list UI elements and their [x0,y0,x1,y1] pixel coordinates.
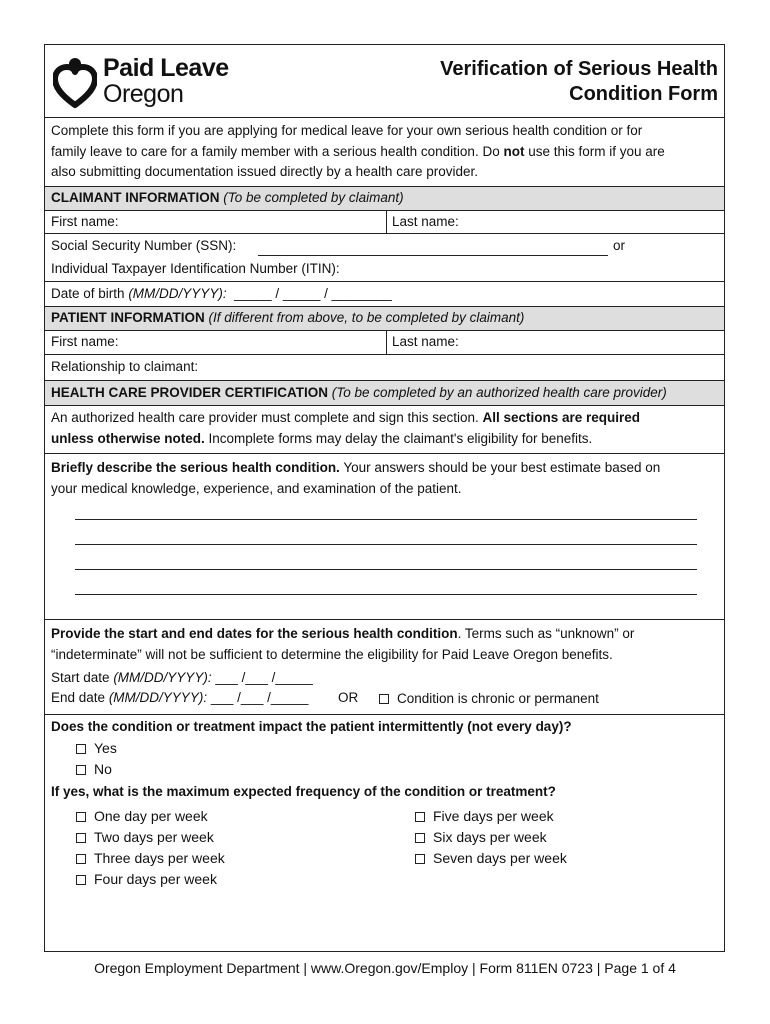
logo-line-2: Oregon [103,80,184,108]
patient-name-row [45,331,724,355]
frequency-checkbox[interactable] [76,875,86,885]
condition-description-prompt: Briefly describe the serious health condition. Your answers should be your best estimate based on your medical knowledge, experience, and examination of the patient. [51,460,661,496]
intermittent-question: Does the condition or treatment impact the patient intermittently (not every day)? [51,719,572,734]
frequency-checkbox[interactable] [76,812,86,822]
claimant-ssn-itin-row [45,234,724,282]
dates-prompt: Provide the start and end dates for the serious health condition. Terms such as “unknown” or “indeterminate” will not be sufficient to determine the eligibility for Paid Leave Oregon benefits. [51,626,635,662]
logo-line-1: Paid Leave [103,54,229,82]
paid-leave-oregon-logo [53,53,253,111]
intro-line-3: also submitting documentation issued directly by a health care provider. [51,164,478,179]
frequency-option[interactable]: Four days per week [76,869,217,889]
dob-input[interactable]: _____ / _____ / ________ [234,286,392,301]
form-header [45,45,724,118]
claimant-name-row [45,211,724,234]
title-line-1: Verification of Serious Health [440,58,718,80]
frequency-checkbox[interactable] [76,833,86,843]
claimant-last-name-label: Last name: [392,214,459,229]
patient-section-heading: PATIENT INFORMATION (If different from above, to be completed by claimant) [45,307,724,331]
ssn-or-text: or [613,238,626,253]
description-line-3[interactable] [75,569,697,570]
patient-last-name-label: Last name: [392,334,459,349]
condition-description-section [45,454,724,620]
chronic-checkbox[interactable] [379,694,389,704]
frequency-checkbox[interactable] [76,854,86,864]
claimant-first-name-label: First name: [51,214,119,229]
frequency-option[interactable]: Seven days per week [415,848,567,868]
intro-line-2: family leave to care for a family member with a serious health condition. Do not use this form if you are [51,143,665,159]
patient-relationship-row [45,355,724,381]
end-date-input[interactable]: ___ /___ /_____ [210,690,309,705]
frequency-option[interactable]: Two days per week [76,827,214,847]
condition-dates-section [45,620,724,715]
page-footer: Oregon Employment Department | www.Oregon.gov/Employ | Form 811EN 0723 | Page 1 of 4 [94,960,676,976]
frequency-checkbox[interactable] [415,854,425,864]
patient-first-name-label: First name: [51,334,119,349]
no-option[interactable]: No [76,759,112,779]
chronic-option[interactable]: Condition is chronic or permanent [379,689,599,709]
no-checkbox[interactable] [76,765,86,775]
description-line-1[interactable] [75,519,697,520]
frequency-checkbox[interactable] [415,812,425,822]
intro-text [51,121,665,183]
verification-form [44,44,725,952]
yes-option[interactable]: Yes [76,738,117,758]
ssn-input-line[interactable] [258,255,608,256]
start-date-field: Start date (MM/DD/YYYY): ___ /___ /_____ [51,670,313,685]
intermittent-section [45,715,724,952]
title-line-2: Condition Form [569,83,718,105]
claimant-dob-row [45,282,724,307]
description-line-2[interactable] [75,544,697,545]
frequency-question: If yes, what is the maximum expected frequency of the condition or treatment? [51,784,556,799]
provider-instructions [45,406,724,454]
frequency-checkbox[interactable] [415,833,425,843]
form-title [440,57,718,107]
dob-label: Date of birth (MM/DD/YYYY): _____ / _____ / ________ [51,286,392,301]
ssn-label: Social Security Number (SSN): [51,238,237,253]
dates-or-text: OR [338,690,359,705]
yes-checkbox[interactable] [76,744,86,754]
intro-section [45,117,724,187]
relationship-label: Relationship to claimant: [51,359,199,374]
itin-label: Individual Taxpayer Identification Number (ITIN): [51,261,340,276]
frequency-option[interactable]: Five days per week [415,806,554,826]
frequency-option[interactable]: Three days per week [76,848,225,868]
frequency-option[interactable]: Six days per week [415,827,547,847]
frequency-option[interactable]: One day per week [76,806,208,826]
provider-section-heading: HEALTH CARE PROVIDER CERTIFICATION (To be completed by an authorized health care provider) [45,381,724,406]
end-date-field: End date (MM/DD/YYYY): ___ /___ /_____ [51,690,309,705]
start-date-input[interactable]: ___ /___ /_____ [215,670,313,685]
provider-instructions-text: An authorized health care provider must complete and sign this section. All sections are required unless otherwise noted. Incomplete forms may delay the claimant's eligibility for benefits. [51,410,641,446]
description-line-4[interactable] [75,594,697,595]
intro-line-1: Complete this form if you are applying for medical leave for your own serious health condition or for [51,123,643,138]
claimant-section-heading: CLAIMANT INFORMATION (To be completed by claimant) [45,187,724,211]
heart-person-icon [53,57,97,109]
